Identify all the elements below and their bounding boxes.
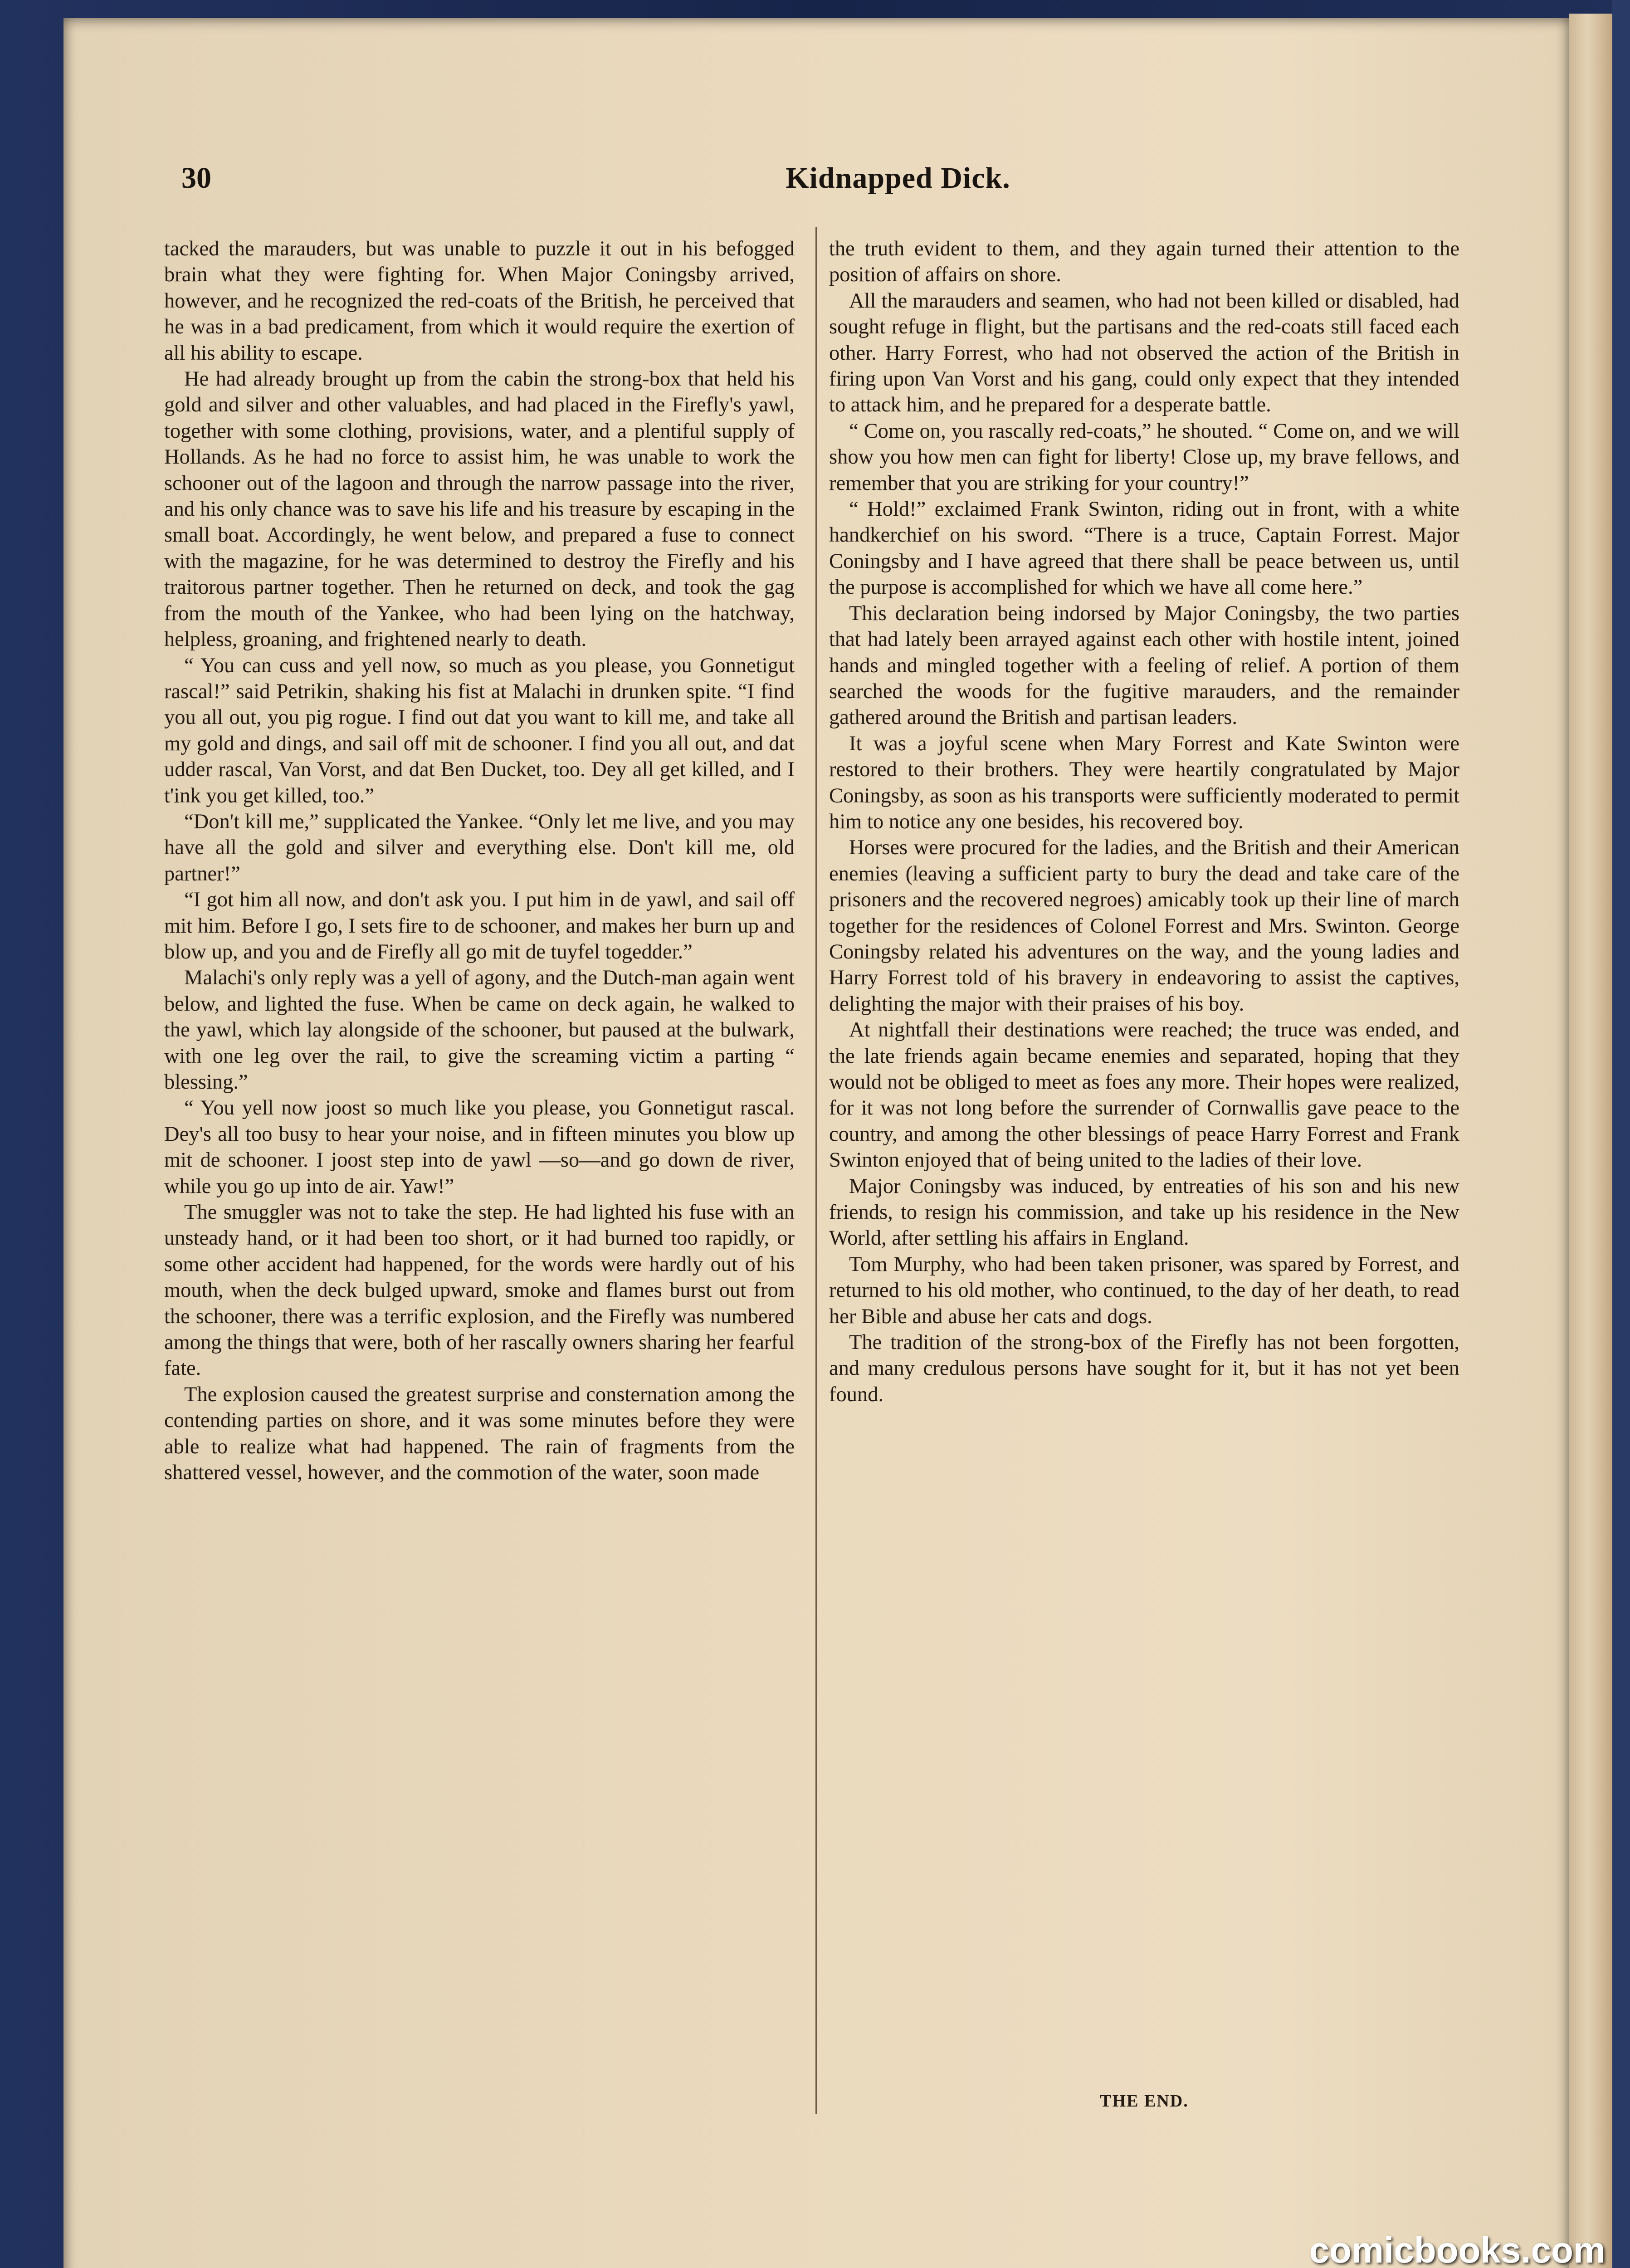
paragraph: All the marauders and seamen, who had not been killed or disabled, had sought refuge in flight, but the partisans and the red-coats still faced each other. Harry Forrest, who had not observed the action of the British in firing upon Van Vorst and his gang, could only expect that they intended to attack him, and he prepared for a desperate battle. [829, 289, 1459, 417]
paragraph: “ You yell now joost so much like you please, you Gonnetigut rascal. Dey's all too busy to hear your noise, and in fifteen minutes you blow up mit de schooner. I joost step into de yawl —so—and go down de river, while you go up into de air. Yaw!” [164, 1096, 795, 1198]
watermark-text: comicbooks.com [1309, 2230, 1606, 2268]
the-end-label: THE END. [1100, 2092, 1189, 2111]
paragraph: Horses were procured for the ladies, and the British and their American enemies (leaving a sufficient party to bury the dead and take care of the prisoners and the recovered negroes) amicably took up their line of march together for the residences of Colonel Forrest and Mrs. Swinton. George Coningsby related his adventures on the way, and the young ladies and Harry Forrest told of his bravery in endeavoring to assist the captives, delighting the major with their praises of his boy. [829, 836, 1459, 1016]
paragraph: At nightfall their destinations were reached; the truce was ended, and the late friends again became enemies and separated, hoping that they would not be obliged to meet as foes any more. Their hopes were realized, for it was not long before the surrender of Cornwallis gave peace to the country, and among the other blessings of peace Harry Forrest and Frank Swinton enjoyed that of being united to the ladies of their love. [829, 1018, 1459, 1172]
running-head [181, 161, 1460, 202]
paragraph: The tradition of the strong-box of the Firefly has not been forgotten, and many credulous persons have sought for it, but it has not yet been found. [829, 1331, 1459, 1406]
paragraph: tacked the marauders, but was unable to puzzle it out in his befogged brain what they were fighting for. When Major Coningsby arrived, however, and he recognized the red-coats of the British, he perceived that he was in a bad predicament, from which it would require the exertion of all his ability to escape. [164, 237, 795, 365]
paragraph: It was a joyful scene when Mary Forrest and Kate Swinton were restored to their brothers. They were heartily congratulated by Major Coningsby, as soon as his transports were sufficiently moderated to permit him to notice any one besides, his recovered boy. [829, 732, 1459, 833]
paragraph: Malachi's only reply was a yell of agony, and the Dutch-man again went below, and lighted the fuse. When be came on deck again, he walked to the yawl, which lay alongside of the schooner, but paused at the bulwark, with one leg over the rail, to give the screaming victim a parting “ blessing.” [164, 966, 795, 1094]
paragraph: He had already brought up from the cabin the strong-box that held his gold and silver and other valuables, and had placed in the Firefly's yawl, together with some clothing, provisions, water, and a plentiful supply of Hollands. As he had no force to assist him, he was unable to work the schooner out of the lagoon and through the narrow passage into the river, and his only chance was to save his life and his treasure by escaping in the small boat. Accordingly, he went below, and prepared a fuse to connect with the magazine, for he was determined to destroy the Firefly and his traitorous partner together. Then he returned on deck, and took the gag from the mouth of the Yankee, who had been lying on the hatchway, helpless, groaning, and frightened nearly to death. [164, 367, 795, 651]
paragraph: the truth evident to them, and they again turned their attention to the position of affairs on shore. [829, 237, 1459, 287]
running-title: Kidnapped Dick. [786, 161, 1010, 195]
page-number: 30 [181, 161, 211, 195]
left-column [164, 236, 795, 2118]
page-spine-edge [1569, 14, 1615, 2268]
paragraph: This declaration being indorsed by Major Coningsby, the two parties that had lately been arrayed against each other with hostile intent, joined hands and mingled together with a feeling of relief. A portion of them searched the woods for the fugitive marauders, and the remainder gathered around the British and partisan leaders. [829, 601, 1459, 729]
paragraph: “ Hold!” exclaimed Frank Swinton, riding out in front, with a white handkerchief on his sword. “There is a truce, Captain Forrest. Major Coningsby and I have agreed that there shall be peace between us, until the purpose is accomplished for which we have all come here.” [829, 498, 1459, 599]
paragraph: The explosion caused the greatest surprise and consternation among the contending parties on shore, and it was some minutes before they were able to realize what had happened. The rain of fragments from the shattered vessel, however, and the commotion of the water, soon made [164, 1383, 795, 1485]
binding-edge [1612, 0, 1630, 2268]
paragraph: “I got him all now, and don't ask you. I put him in de yawl, and sail off mit him. Before I go, I sets fire to de schooner, and makes her burn up and blow up, and you and de Firefly all go mit de tuyfel togedder.” [164, 888, 795, 963]
paragraph: The smuggler was not to take the step. He had lighted his fuse with an unsteady hand, or it had been too short, or it had burned too rapidly, or some other accident had happened, for the words were hardly out of his mouth, when the deck bulged upward, smoke and flames burst out from the schooner, there was a terrific explosion, and the Firefly was numbered among the things that were, both of her rascally owners sharing her fearful fate. [164, 1201, 795, 1380]
paragraph: Tom Murphy, who had been taken prisoner, was spared by Forrest, and returned to his old mother, who continued, to the day of her death, to read her Bible and abuse her cats and dogs. [829, 1252, 1459, 1328]
paragraph: “ Come on, you rascally red-coats,” he shouted. “ Come on, and we will show you how men can fight for liberty! Close up, my brave fellows, and remember that you are striking for your country!” [829, 419, 1459, 495]
paragraph: “ You can cuss and yell now, so much as you please, you Gonnetigut rascal!” said Petrikin, shaking his fist at Malachi in drunken spite. “I find you all out, you pig rogue. I find out dat you want to kill me, and take all my gold and dings, and sail off mit de schooner. I find you all out, and dat udder rascal, Van Vorst, and dat Ben Ducket, too. Dey all get killed, and I t'ink you get killed, too.” [164, 654, 795, 807]
paragraph: Major Coningsby was induced, by entreaties of his son and his new friends, to resign his commission, and take up his residence in the New World, after settling his affairs in England. [829, 1174, 1459, 1250]
right-column [829, 236, 1459, 2118]
column-divider [815, 227, 817, 2114]
paragraph: “Don't kill me,” supplicated the Yankee. “Only let me live, and you may have all the gold and silver and everything else. Don't kill me, old partner!” [164, 810, 795, 885]
